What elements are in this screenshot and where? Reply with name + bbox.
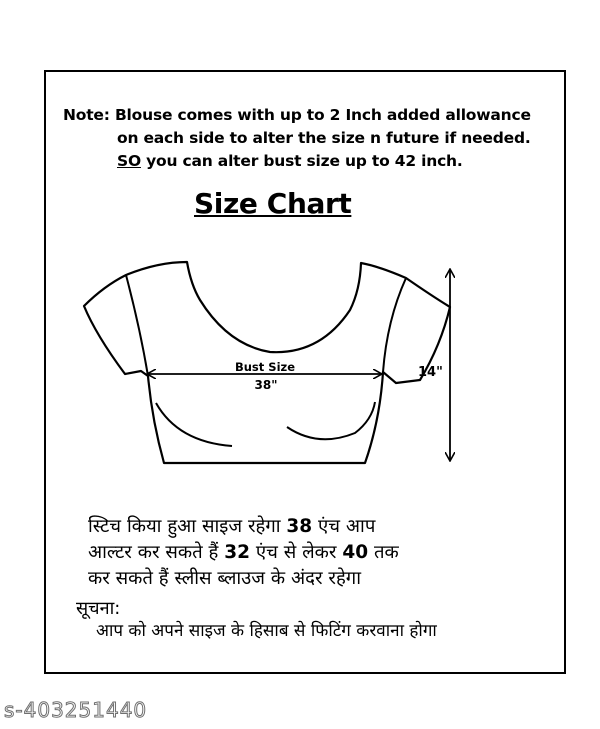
note-line-2: on each side to alter the size n future if needed. [117,129,531,147]
note-so: SO [117,152,141,170]
sku-watermark: s-403251440 [4,698,148,722]
hindi-note-label: सूचना: [76,598,121,619]
hindi-line-1-a: स्टिच किया हुआ साइज रहेगा [88,516,287,537]
size-chart-title: Size Chart [194,187,352,220]
max-size: 40 [342,542,369,563]
bust-size-label: Bust Size [234,360,296,374]
min-size: 32 [224,542,250,563]
neckline-inner [213,266,337,342]
note-prefix: Note: [63,106,110,124]
note-line-3-text: you can alter bust size up to 42 inch. [140,152,463,170]
stitched-size: 38 [286,516,313,537]
hindi-line-2-e: तक [368,542,399,563]
hindi-line-2-a: आल्टर कर सकते हैं [88,542,225,563]
hindi-line-3: कर सकते हैं स्लीस ब्लाउज के अंदर रहेगा [88,568,362,589]
bust-size-value: 38" [254,378,278,392]
right-armhole [383,278,406,372]
hindi-instructions [88,514,558,592]
left-armhole [126,275,148,376]
hindi-line-1-c: एंच आप [312,516,376,537]
note-line-1-text: Blouse comes with up to 2 Inch added allowance [109,106,531,124]
left-cup-curve [156,403,232,446]
hindi-note-text: आप को अपने साइज के हिसाब से फिटिंग करवाना होगा [96,621,437,641]
right-cup-curve [287,402,375,439]
hindi-line-2 [88,540,558,566]
hindi-line-2-c: एंच से लेकर [250,542,343,563]
hindi-line-1 [88,514,558,540]
length-value: 14" [418,365,443,380]
